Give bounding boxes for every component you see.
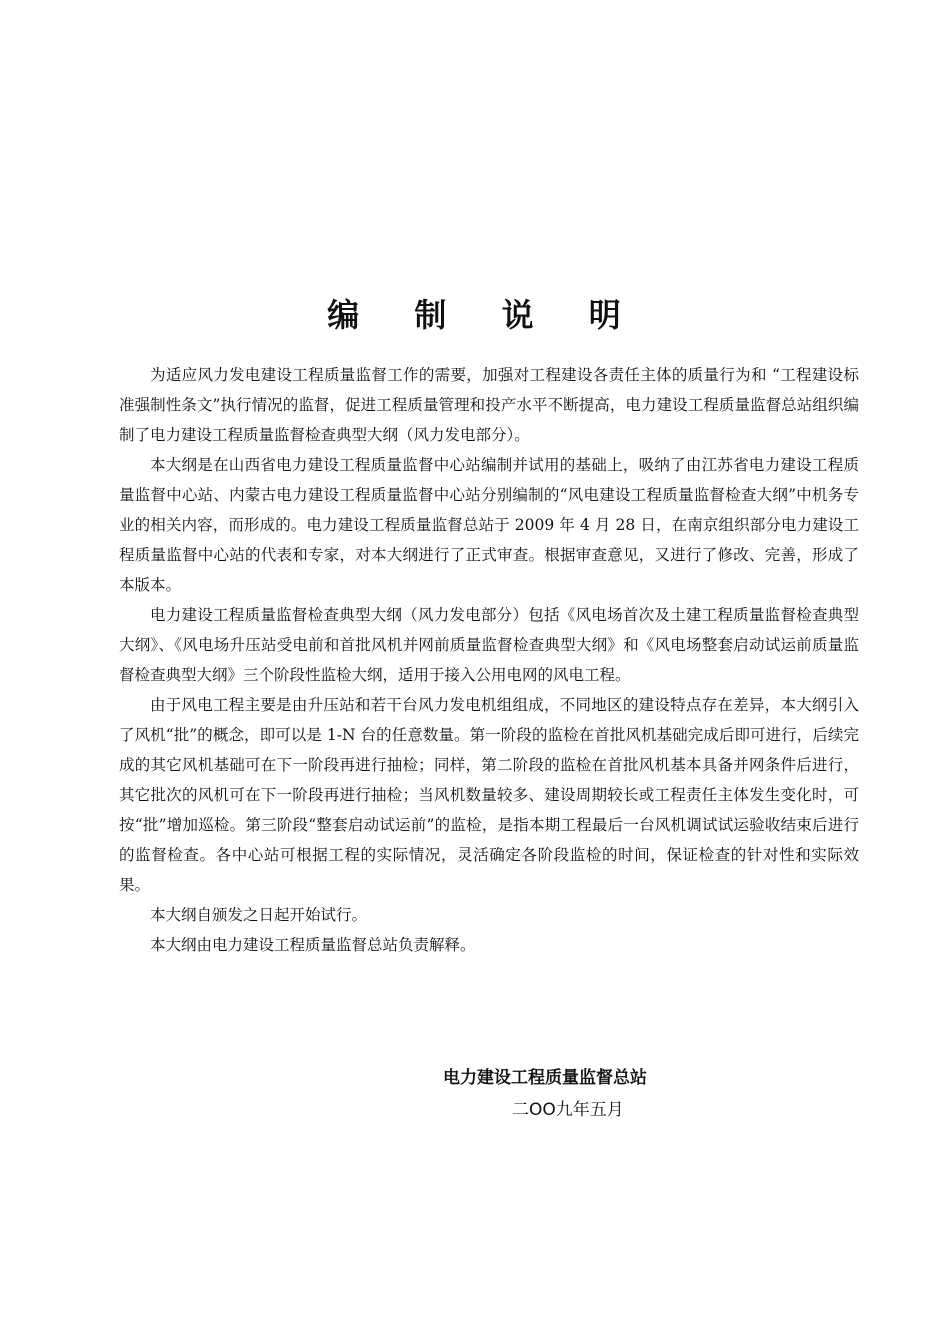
paragraph-2: 本大纲是在山西省电力建设工程质量监督中心站编制并试用的基础上，吸纳了由江苏省电力建设工程质量监督中心站、内蒙古电力建设工程质量监督中心站分别编制的“风电建设工程质量监督检查大纲”中机务专业的相关内容，而形成的。电力建设工程质量监督总站于 2009 年 4 月 28 日，在南京组织部分电力建设工程质量监督中心站的代表和专家，对本大纲进行了正式审查。根据审查意见，又进行了修改、完善，形成了本版本。 [119,456,859,594]
paragraph-6: 本大纲由电力建设工程质量监督总站负责解释。 [150,936,476,954]
body-text [119,360,859,960]
signature-organization: 电力建设工程质量监督总站 [443,1068,647,1088]
paragraph-5: 本大纲自颁发之日起开始试行。 [150,906,368,924]
page-title: 编 制 说 明 [327,296,643,334]
paragraph-3: 电力建设工程质量监督检查典型大纲（风力发电部分）包括《风电场首次及土建工程质量监督检查典型大纲》、《风电场升压站受电前和首批风机并网前质量监督检查典型大纲》和《风电场整套启动试运前质量监督检查典型大纲》三个阶段性监检大纲，适用于接入公用电网的风电工程。 [119,606,859,684]
paragraph-4: 由于风电工程主要是由升压站和若干台风力发电机组组成，不同地区的建设特点存在差异，本大纲引入了风机“批”的概念，即可以是 1-N 台的任意数量。第一阶段的监检在首批风机基础完成后即可进行，后续完成的其它风机基础可在下一阶段再进行抽检；同样，第二阶段的监检在首批风机基本具备并网条件后进行，其它批次的风机可在下一阶段再进行抽检；当风机数量较多、建设周期较长或工程责任主体发生变化时，可按“批”增加巡检。第三阶段“整套启动试运前”的监检，是指本期工程最后一台风机调试试运验收结束后进行的监督检查。各中心站可根据工程的实际情况，灵活确定各阶段监检的时间，保证检查的针对性和实际效果。 [119,696,859,894]
paragraph-1: 为适应风力发电建设工程质量监督工作的需要，加强对工程建设各责任主体的质量行为和 “工程建设标准强制性条文”执行情况的监督，促进工程质量管理和投产水平不断提高，电力建设工程质量监督总站组织编制了电力建设工程质量监督检查典型大纲（风力发电部分）。 [119,366,859,444]
signature-date: 二OO九年五月 [512,1100,624,1120]
